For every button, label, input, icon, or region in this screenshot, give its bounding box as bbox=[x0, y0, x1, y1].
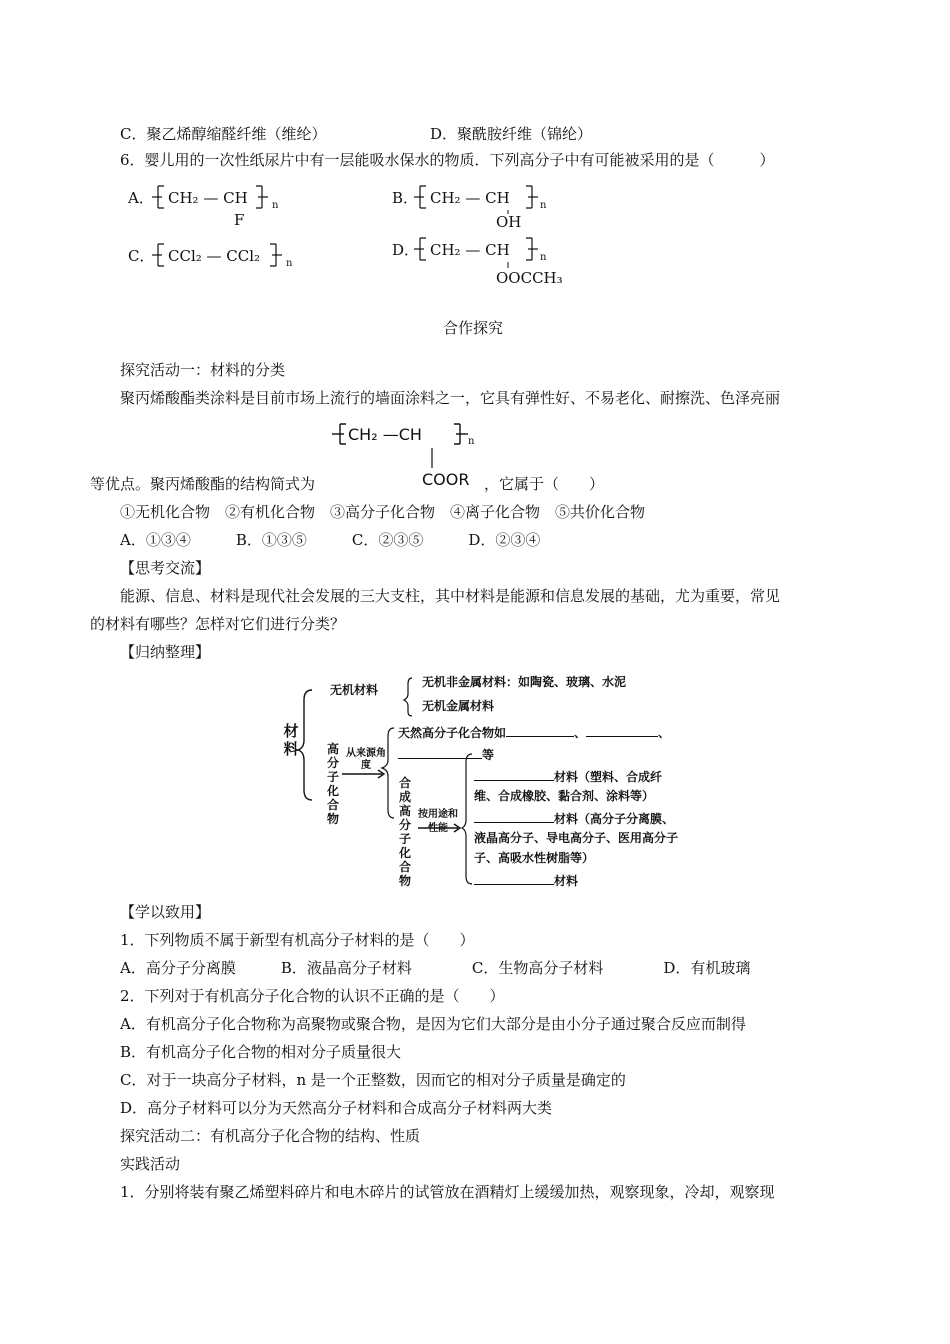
practice-q2: 2．下列对于有机高分子化合物的认识不正确的是（ ） bbox=[120, 987, 505, 1005]
activity2-step1: 1．分别将装有聚乙烯塑料碎片和电木碎片的试管放在酒精灯上缓缓加热，观察现象，冷却，观察现 bbox=[120, 1183, 775, 1201]
diagram-r3 bbox=[474, 872, 578, 889]
diagram-natural: 天然高分子化合物如 、 、 bbox=[398, 726, 671, 740]
practice-q2-b: B．有机高分子化合物的相对分子质量很大 bbox=[120, 1043, 402, 1061]
diagram-root: 材料 bbox=[283, 722, 299, 758]
practice-header: 【学以致用】 bbox=[120, 903, 211, 921]
diagram-metal: 无机金属材料 bbox=[422, 699, 495, 713]
blank-natural-3 bbox=[398, 746, 482, 759]
option-d-label: D． bbox=[392, 241, 420, 259]
option-a-substituent: F bbox=[234, 211, 245, 229]
diagram-polymer: 高分子化合物 bbox=[326, 742, 339, 826]
blank-natural-2 bbox=[586, 724, 658, 737]
option-b-substituent: OH bbox=[496, 213, 522, 231]
option-d-formula: CH₂ — CH bbox=[430, 241, 510, 259]
q5-option-d: D．聚酰胺纤维（锦纶） bbox=[430, 125, 593, 143]
diagram-source: 从来源角度 bbox=[346, 748, 386, 771]
option-b-formula: CH₂ — CH bbox=[430, 189, 510, 207]
diagram-r1a bbox=[474, 768, 662, 785]
section-title: 合作探究 bbox=[443, 319, 504, 337]
option-b-n: n bbox=[540, 200, 547, 211]
diagram-r2b: 液晶高分子、导电高分子、医用高分子 bbox=[474, 831, 679, 845]
blank-r1 bbox=[474, 768, 554, 781]
activity1-para2-a: 等优点。聚丙烯酸酯的结构简式为 bbox=[90, 475, 316, 493]
diagram-r2a-text: 材料（高分子分离膜、 bbox=[554, 812, 675, 826]
activity1-para2-b: ，它属于（ ） bbox=[484, 475, 605, 493]
diagram-r1b: 维、合成橡胶、黏合剂、涂料等） bbox=[474, 789, 655, 803]
summary-header: 【归纳整理】 bbox=[120, 643, 211, 661]
diagram-natural-label: 天然高分子化合物如 bbox=[398, 726, 507, 740]
blank-r2 bbox=[474, 810, 554, 823]
activity1-para1: 聚丙烯酸酯类涂料是目前市场上流行的墙面涂料之一，它具有弹性好、不易老化、耐擦洗、色泽亮丽 bbox=[120, 389, 781, 407]
diagram-usage: 按用途和性能 bbox=[418, 809, 458, 834]
practice-q2-c: C．对于一块高分子材料，n 是一个正整数，因而它的相对分子质量是确定的 bbox=[120, 1071, 626, 1089]
practice-q1: 1．下列物质不属于新型有机高分子材料的是（ ） bbox=[120, 931, 475, 949]
option-b-label: B． bbox=[392, 189, 419, 207]
polyacrylate-formula-main: CH₂ —CH bbox=[348, 425, 422, 444]
diagram-natural-line2 bbox=[398, 746, 494, 763]
activity1-choices: ①无机化合物 ②有机化合物 ③高分子化合物 ④离子化合物 ⑤共价化合物 bbox=[120, 503, 646, 521]
polyacrylate-formula-n: n bbox=[468, 436, 475, 447]
practice-q1-options: A．高分子分离膜 B．液晶高分子材料 C．生物高分子材料 D．有机玻璃 bbox=[120, 959, 751, 977]
activity1-title: 探究活动一：材料的分类 bbox=[120, 361, 286, 379]
diagram-r2a bbox=[474, 810, 674, 827]
option-a-label: A． bbox=[128, 189, 154, 207]
blank-r3 bbox=[474, 872, 554, 885]
q5-option-c: C．聚乙烯醇缩醛纤维（维纶） bbox=[120, 125, 327, 143]
think-header: 【思考交流】 bbox=[120, 559, 211, 577]
think-line1: 能源、信息、材料是现代社会发展的三大支柱，其中材料是能源和信息发展的基础，尤为重要，常见 bbox=[120, 587, 781, 605]
diagram-r2c: 子、高吸水性树脂等） bbox=[474, 851, 595, 865]
option-c-n: n bbox=[286, 258, 293, 269]
diagram-r1a-text: 材料（塑料、合成纤 bbox=[554, 770, 663, 784]
option-a-formula: CH₂ — CH bbox=[168, 189, 248, 207]
polyacrylate-formula-sub: COOR bbox=[422, 470, 470, 489]
diagram-inorganic: 无机材料 bbox=[330, 683, 379, 697]
option-a-n: n bbox=[272, 200, 279, 211]
diagram-synthetic: 合成高分子化合物 bbox=[398, 776, 411, 888]
option-c-label: C． bbox=[128, 247, 155, 265]
think-line2: 的材料有哪些？怎样对它们进行分类？ bbox=[90, 615, 346, 633]
diagram-r3-text: 材料 bbox=[554, 874, 579, 888]
option-d-n: n bbox=[540, 252, 547, 263]
diagram-deng: 等 bbox=[482, 748, 495, 762]
activity1-options: A．①③④ B．①③⑤ C．②③⑤ D．②③④ bbox=[120, 531, 541, 549]
option-c-formula: CCl₂ — CCl₂ bbox=[168, 247, 261, 265]
practice-q2-a: A．有机高分子化合物称为高聚物或聚合物，是因为它们大部分是由小分子通过聚合反应而制得 bbox=[120, 1015, 746, 1033]
diagram-nonmetal: 无机非金属材料：如陶瓷、玻璃、水泥 bbox=[422, 675, 627, 689]
activity2-practice: 实践活动 bbox=[120, 1155, 181, 1173]
q6-stem: 6．婴儿用的一次性纸尿片中有一层能吸水保水的物质．下列高分子中有可能被采用的是（ ） bbox=[120, 151, 775, 169]
practice-q2-d: D．高分子材料可以分为天然高分子材料和合成高分子材料两大类 bbox=[120, 1099, 553, 1117]
blank-natural-1 bbox=[506, 724, 574, 737]
option-d-substituent: OOCCH₃ bbox=[496, 269, 563, 287]
activity2-title: 探究活动二：有机高分子化合物的结构、性质 bbox=[120, 1127, 421, 1145]
